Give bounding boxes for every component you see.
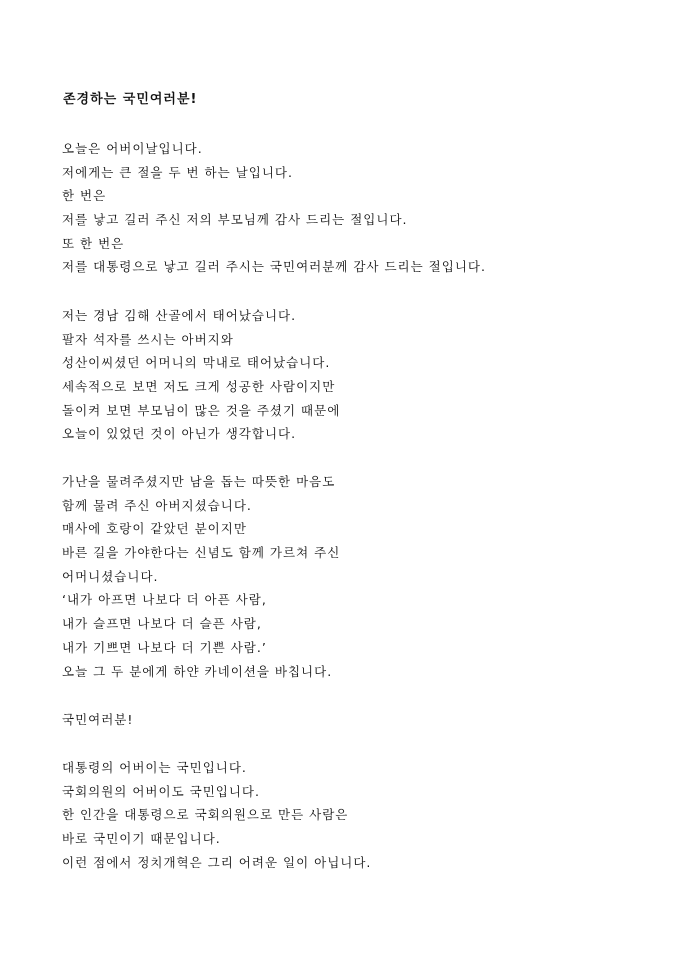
text-line: 오늘이 있었던 것이 아닌가 생각합니다. — [62, 426, 297, 442]
text-line: 한 번은 — [62, 188, 107, 204]
text-line: 돌이켜 보면 부모님이 많은 것을 주셨기 때문에 — [62, 402, 341, 418]
text-line: 내가 슬프면 나보다 더 슬픈 사람, — [62, 616, 262, 632]
text-line: 매사에 호랑이 같았던 분이지만 — [62, 521, 247, 537]
text-line: 저를 낳고 길러 주신 저의 부모님께 감사 드리는 절입니다. — [62, 212, 408, 228]
text-line: 한 인간을 대통령으로 국회의원으로 만든 사람은 — [62, 807, 349, 823]
text-line: 함께 물려 주신 아버지셨습니다. — [62, 497, 252, 513]
document-title: 존경하는 국민여러분! — [63, 92, 198, 107]
text-line: 팔자 석자를 쓰시는 아버지와 — [62, 331, 234, 347]
text-line: 가난을 물려주셨지만 남을 돕는 따뜻한 마음도 — [62, 474, 336, 489]
text-line: 세속적으로 보면 저도 크게 성공한 사람이지만 — [62, 379, 336, 395]
text-line: 내가 기쁘면 나보다 더 기쁜 사람.’ — [62, 639, 267, 655]
text-line: 또 한 번은 — [62, 235, 125, 251]
text-line: 성산이씨셨던 어머니의 막내로 태어났습니다. — [62, 355, 331, 371]
text-line: 어머니셨습니다. — [62, 568, 159, 584]
paragraph-5 — [62, 756, 371, 874]
text-line: 이런 점에서 정치개혁은 그리 어려운 일이 아닙니다. — [62, 854, 372, 870]
paragraph-1 — [62, 137, 486, 279]
text-line: 저는 경남 김해 산골에서 태어났습니다. — [62, 308, 297, 323]
text-line: 저를 대통령으로 낳고 길러 주시는 국민여러분께 감사 드리는 절입니다. — [62, 259, 486, 275]
text-line: 국회의원의 어버이도 국민입니다. — [62, 783, 260, 799]
paragraph-2 — [62, 304, 340, 446]
text-line: 바로 국민이기 때문입니다. — [62, 831, 221, 847]
text-line: 국민여러분! — [62, 712, 134, 727]
paragraph-4 — [62, 708, 133, 732]
text-line: 바른 길을 가야한다는 신념도 함께 가르쳐 주신 — [62, 545, 341, 561]
text-line: ‘내가 아프면 나보다 더 아픈 사람, — [62, 592, 267, 608]
paragraph-3 — [62, 470, 340, 683]
text-line: 대통령의 어버이는 국민입니다. — [62, 760, 247, 775]
text-line: 오늘은 어버이날입니다. — [62, 141, 203, 156]
text-line: 오늘 그 두 분에게 하얀 카네이션을 바칩니다. — [62, 663, 333, 679]
text-line: 저에게는 큰 절을 두 번 하는 날입니다. — [62, 164, 293, 180]
